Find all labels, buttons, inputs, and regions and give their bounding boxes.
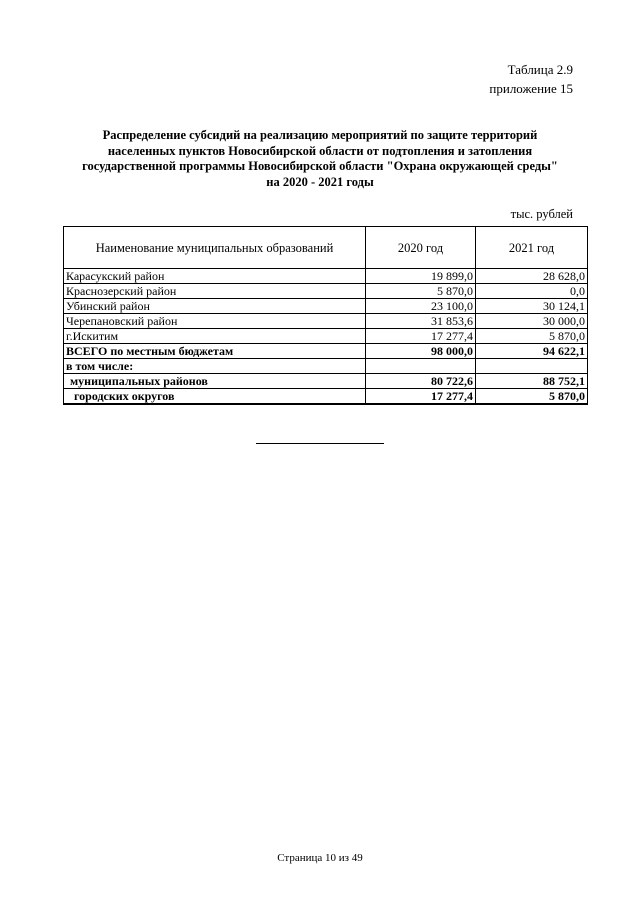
table-row xyxy=(64,284,588,299)
row-value-2021 xyxy=(476,359,588,374)
row-value-2021: 94 622,1 xyxy=(476,344,588,359)
row-value-2021: 28 628,0 xyxy=(476,269,588,284)
title-line: Распределение субсидий на реализацию мероприятий по защите территорий xyxy=(102,128,538,142)
title-line: государственной программы Новосибирской области "Охрана окружающей среды" xyxy=(82,159,558,173)
row-name: г.Искитим xyxy=(64,329,366,344)
row-value-2020: 17 277,4 xyxy=(366,389,476,405)
row-value-2021: 5 870,0 xyxy=(476,329,588,344)
subsidy-table xyxy=(63,226,588,405)
row-value-2020: 98 000,0 xyxy=(366,344,476,359)
table-row-subtotal xyxy=(64,374,588,389)
row-value-2021: 88 752,1 xyxy=(476,374,588,389)
table-header-row xyxy=(64,227,588,269)
row-name: Черепановский район xyxy=(64,314,366,329)
table-row-total xyxy=(64,344,588,359)
table-number: Таблица 2.9 xyxy=(507,62,573,77)
row-value-2020 xyxy=(366,359,476,374)
separator-line xyxy=(256,443,384,444)
row-name: городских округов xyxy=(64,389,366,405)
row-name: муниципальных районов xyxy=(64,374,366,389)
table-row xyxy=(64,329,588,344)
document-title xyxy=(60,128,580,190)
row-name: Убинский район xyxy=(64,299,366,314)
title-line: населенных пунктов Новосибирской области от подтопления и затопления xyxy=(107,143,533,158)
row-value-2021: 30 124,1 xyxy=(476,299,588,314)
row-name: Карасукский район xyxy=(64,269,366,284)
column-header-2020: 2020 год xyxy=(366,227,476,269)
row-value-2020: 23 100,0 xyxy=(366,299,476,314)
table-row-subtotal xyxy=(64,389,588,405)
row-value-2021: 5 870,0 xyxy=(476,389,588,405)
appendix-label: приложение 15 xyxy=(489,81,573,96)
column-header-2021: 2021 год xyxy=(476,227,588,269)
row-value-2020: 17 277,4 xyxy=(366,329,476,344)
row-value-2020: 5 870,0 xyxy=(366,284,476,299)
table-row xyxy=(64,314,588,329)
row-name: ВСЕГО по местным бюджетам xyxy=(64,344,366,359)
units-label: тыс. рублей xyxy=(510,207,573,221)
row-value-2020: 31 853,6 xyxy=(366,314,476,329)
table-row xyxy=(64,269,588,284)
row-name: Краснозерский район xyxy=(64,284,366,299)
row-value-2020: 19 899,0 xyxy=(366,269,476,284)
table-row xyxy=(64,299,588,314)
row-value-2021: 30 000,0 xyxy=(476,314,588,329)
title-line: на 2020 - 2021 годы xyxy=(266,174,374,189)
page-number: Страница 10 из 49 xyxy=(277,852,363,864)
row-value-2021: 0,0 xyxy=(476,284,588,299)
row-value-2020: 80 722,6 xyxy=(366,374,476,389)
column-header-name: Наименование муниципальных образований xyxy=(64,227,366,269)
table-row-including xyxy=(64,359,588,374)
row-name: в том числе: xyxy=(64,359,366,374)
